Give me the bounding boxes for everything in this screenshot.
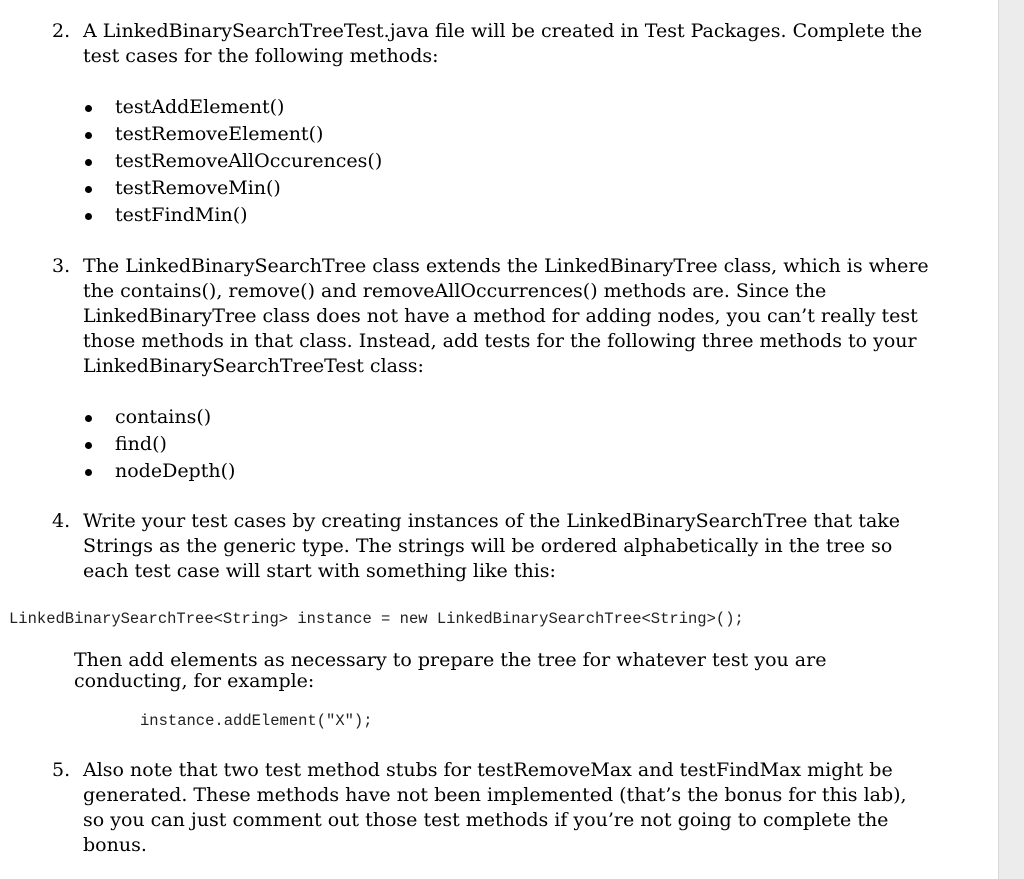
bullet-icon — [85, 415, 92, 422]
text-line: each test case will start with something like this: — [83, 560, 556, 582]
text-line: conducting, for example: — [74, 670, 315, 692]
text-line: the contains(), remove() and removeAllOccurrences() methods are. Since the — [83, 280, 827, 302]
text-line: Also note that two test method stubs for testRemoveMax and testFindMax might be — [83, 759, 893, 781]
item-number: 2. — [52, 20, 71, 42]
text-line: Strings as the generic type. The strings will be ordered alphabetically in the tree so — [83, 535, 893, 557]
text-line: LinkedBinaryTree class does not have a method for adding nodes, you can’t really test — [83, 305, 918, 327]
text-line: bonus. — [83, 834, 147, 856]
text-line: Write your test cases by creating instances of the LinkedBinarySearchTree that take — [83, 510, 901, 532]
text-line: those methods in that class. Instead, add tests for the following three methods to your — [83, 330, 917, 352]
bullet-icon — [85, 213, 92, 220]
bullet-icon — [85, 159, 92, 166]
code-instance-line: LinkedBinarySearchTree<String> instance = new LinkedBinarySearchTree<String>(); — [9, 610, 744, 628]
bullet-icon — [85, 186, 92, 193]
text-line: The LinkedBinarySearchTree class extends the LinkedBinaryTree class, which is where — [83, 255, 929, 277]
bullet-icon — [85, 132, 92, 139]
item-text — [83, 509, 900, 584]
item-number: 5. — [52, 759, 71, 781]
text-line: A LinkedBinarySearchTreeTest.java file will be created in Test Packages. Complete the — [83, 20, 923, 42]
item-number: 4. — [52, 510, 71, 532]
item-text — [83, 758, 907, 858]
text-line: generated. These methods have not been implemented (that’s the bonus for this lab), — [83, 784, 907, 806]
bullet-icon — [85, 469, 92, 476]
text-line: LinkedBinarySearchTreeTest class: — [83, 355, 424, 377]
text-line: so you can just comment out those test methods if you’re not going to complete the — [83, 809, 889, 831]
code-add-element-line: instance.addElement("X"); — [140, 712, 373, 730]
text-line: test cases for the following methods: — [83, 45, 439, 67]
item-text — [83, 254, 929, 379]
bullet-icon — [85, 442, 92, 449]
then-paragraph — [74, 650, 826, 692]
item-text — [83, 19, 922, 69]
document-page: 2. A LinkedBinarySearchTreeTest.java file will be created in Test Packages. Complete the test cases for the following methods: testAddElement() testRemoveElement() testRemoveAllOccurences() testRemoveMin() testFindMin() 3. The LinkedBinarySearchTree class extends the LinkedBinaryTree class, which is where the contains(), remove() and removeAllOccurrences() methods are. Since the LinkedBinaryTree class does not have a method for adding nodes, you can’t really test those methods in that class. Instead, add tests for the following three methods to your LinkedBinarySearchTreeTest class: contains() find() nodeDepth() 4. Write your test cases by creating instances of the LinkedBinarySearchTree that take Strings as the generic type. The strings will be ordered alphabetically in the tree so each test case will start with something like this: LinkedBinarySearchTree<String> instance = new LinkedBinarySearchTree<String>(); Then add elements as necessary to prepare the tree for whatever test you are conducting, for example: instance.addElement("X"); 5. Also note that two test method stubs for testRemoveMax and testFindMax might be generated. These methods have not been implemented (that’s the bonus for this lab), so you can just comment out those test methods if you’re not going to complete the bonus. — [0, 0, 998, 879]
right-margin-bar — [998, 0, 1024, 879]
text-line: Then add elements as necessary to prepare the tree for whatever test you are — [74, 649, 827, 671]
item-number: 3. — [52, 255, 71, 277]
bullet-icon — [85, 105, 92, 112]
